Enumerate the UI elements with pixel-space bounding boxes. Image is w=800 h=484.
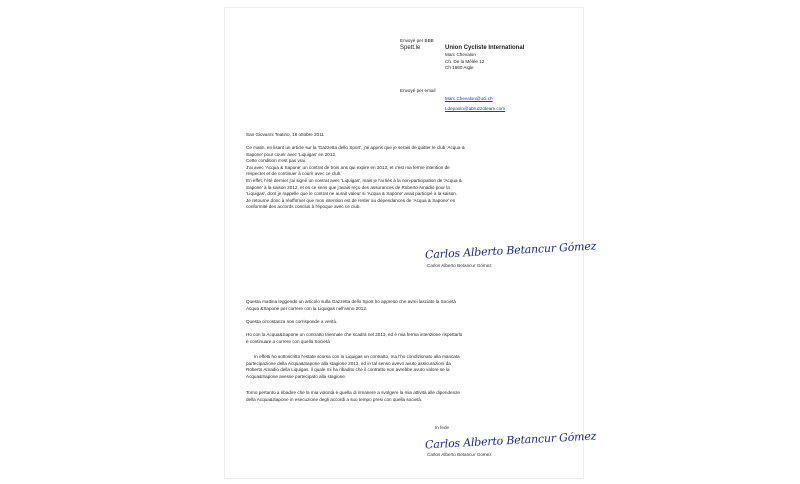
spett-label: Spett.le [400, 45, 421, 51]
email-list [445, 96, 505, 112]
email-link-2[interactable]: Ldepaolo@abruzzoteam.com [445, 105, 506, 111]
french-line: Cette condition n'est pas vrai. [246, 158, 307, 164]
date-line: San Giovanni Teatino, 18 ottobre 2011 [246, 132, 324, 137]
french-line: En effet, l'été dernier j'ai signé un contrat avec 'Liquigas', mais je l'ai liés à la non-participation de 'Acqua & [246, 177, 462, 183]
french-line: Ce matin, en lisant un article sur la 'Gazzetta dello Sport', j'ai appris que je serais de quitter le club 'Acqua & [246, 145, 465, 150]
italian-line: Acqua &Sapone per correre con la Liquigas nell'anno 2012. [246, 305, 368, 311]
email-label: Envoyé per email [400, 88, 436, 93]
recipient-block [400, 45, 420, 52]
recipient-address [445, 44, 524, 72]
signature-2-handwritten: Carlos Alberto Betancur Gómez [424, 429, 597, 452]
italian-line: e continuare a correre con quella Società [246, 338, 330, 344]
french-line: Sapone' à la saison 2012, et en ce sens que j'avais reçu des assurances de Roberto Amadio pour la [246, 184, 450, 190]
letter-page [225, 8, 597, 478]
italian-line: In effetti ho sottoscritto l'estate scorsa con la Liquigas un contratto, ma l'ho condizionato alla mancata [254, 354, 460, 359]
french-line: J'ai avec 'Acqua & Sapone' un contrat de trois ans qui expire en 2013, et c'est ma ferme intention de [246, 164, 450, 170]
french-line: Je retourne donc à réaffirmer que mon intention est de rester au dépendances de 'Acqua & Sapone' en [246, 197, 456, 203]
french-line: 'Liquigas', dont je rappelle que le contrat ne aurait valeur si 'Acqua & Sapone' avait participé à la saison. [246, 191, 458, 197]
italian-line: Acqua&Sapone avesse partecipato alla stagione. [246, 373, 347, 379]
recipient-name: Marc Chevalon [445, 52, 476, 57]
french-line: conformité des accords conclus à l'époque avec ce club. [246, 204, 361, 210]
header-block [400, 38, 434, 45]
sent-by-line: Envoyé per BBB [400, 38, 434, 43]
signature-1-name: Carlos Alberto Betancur Gómez [427, 263, 492, 268]
signature-2-name: Carlos Alberto Betancur Gomez [427, 452, 492, 457]
italian-line: Questa mattina leggendo un articolo sulla Gazzetta dello Sport ho appreso che avrei lasciato la Società [246, 299, 456, 304]
in-fede-label: In fede [435, 425, 450, 430]
italian-line: Questa circostanza non corrisponde a verità. [246, 319, 338, 324]
italian-p2 [246, 319, 337, 326]
italian-p1 [246, 299, 456, 312]
french-body [246, 145, 465, 211]
italian-line: Torno pertanto a ribadire che la mia volontà è quella di rimanere a svolgere la mia attività alle dipendenze [246, 390, 460, 395]
recipient-org: Union Cycliste International [445, 45, 525, 51]
italian-line: Ho con la Acqua&Sapone un contratto triennale che scadrà nel 2013, ed è mia ferma intenzione rispettarlo [246, 332, 463, 337]
italian-line: Roberto Amadio della Liquigas, il quale mi ha ribadito che il contratto non avrebbe avuto valore se la [246, 367, 450, 373]
signature-1-handwritten: Carlos Alberto Betancur Gómez [424, 239, 597, 262]
italian-p3 [246, 332, 462, 345]
italian-line: partecipazione della Acqua&Sapone alla stagione 2012, ed in tal senso avevo avuto assicurazioni da [246, 360, 451, 366]
email-link-1[interactable]: Marc.Chevalon@uci.ch [445, 96, 493, 101]
italian-p4 [246, 354, 460, 380]
italian-line: della Acqua&Sapone in esecuzione degli accordi a suo tempo presi con quella società. [246, 396, 423, 402]
french-line: Sapone' pour courir avec 'Liquigas' en 2012. [246, 151, 337, 157]
french-line: respecter et de continuer à courir avec ce club. [246, 171, 342, 177]
recipient-city: Ch 1860 Aigle [445, 65, 474, 71]
recipient-street: Ch. De la Mêlée 12 [445, 58, 485, 64]
italian-p5 [246, 390, 460, 403]
email-label-block [400, 88, 436, 95]
